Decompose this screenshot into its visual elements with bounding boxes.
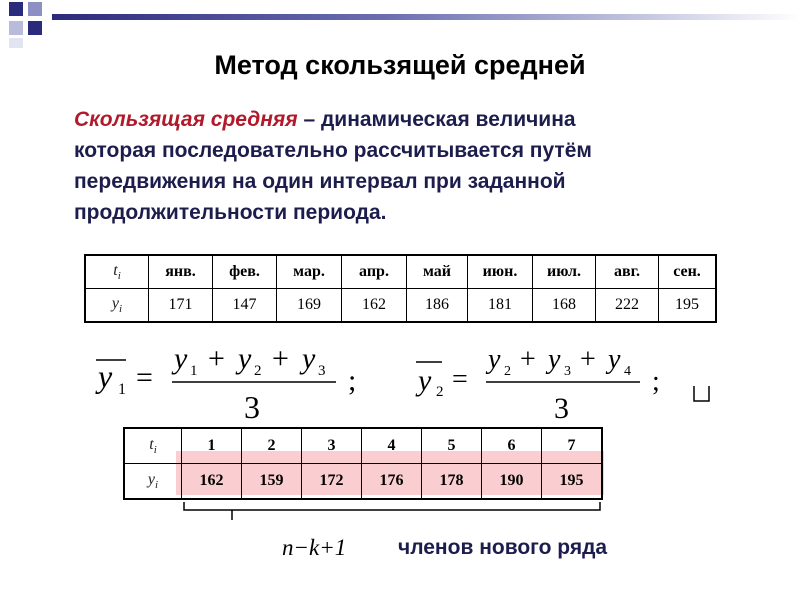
table-cell: 3 bbox=[302, 428, 362, 464]
svg-text:y: y bbox=[548, 344, 561, 375]
table-cell: 1 bbox=[182, 428, 242, 464]
table-row-values bbox=[124, 464, 602, 500]
svg-text:3: 3 bbox=[564, 364, 571, 379]
table-row-time bbox=[85, 255, 716, 289]
formula-moving-average-2 bbox=[412, 338, 692, 424]
table-cell: 159 bbox=[242, 464, 302, 500]
svg-text:2: 2 bbox=[504, 364, 511, 379]
table-cell: 2 bbox=[242, 428, 302, 464]
table-cell: 147 bbox=[213, 289, 277, 323]
f2-lhs-sub: 2 bbox=[436, 384, 444, 400]
table-cell: 162 bbox=[182, 464, 242, 500]
svg-text:=: = bbox=[136, 361, 153, 394]
row-label-y: $y_i$ bbox=[85, 289, 149, 323]
table-row-index bbox=[124, 428, 602, 464]
f1-separator: ; bbox=[348, 364, 357, 397]
table-cell: 222 bbox=[596, 289, 659, 323]
monthly-data-table bbox=[84, 254, 717, 323]
table-cell: 172 bbox=[302, 464, 362, 500]
formula-moving-average-1 bbox=[92, 338, 392, 424]
table-cell: янв. bbox=[149, 255, 213, 289]
table-cell: 4 bbox=[362, 428, 422, 464]
svg-text:y: y bbox=[608, 344, 621, 375]
definition-line3: передвижения на один интервал при заданной bbox=[74, 170, 566, 193]
table-cell: 186 bbox=[407, 289, 468, 323]
table-cell: авг. bbox=[596, 255, 659, 289]
definition-line4: продолжительности периода. bbox=[74, 201, 387, 224]
table-cell: сен. bbox=[659, 255, 717, 289]
svg-text:+: + bbox=[520, 344, 536, 375]
row-label-y: $y_i$ bbox=[124, 464, 182, 500]
svg-text:y: y bbox=[238, 342, 252, 375]
f2-denominator: 3 bbox=[554, 392, 569, 424]
svg-text:=: = bbox=[452, 364, 468, 395]
table-cell: 171 bbox=[149, 289, 213, 323]
table-cell: 169 bbox=[277, 289, 342, 323]
page-title: Метод скользящей средней bbox=[214, 50, 586, 80]
count-caption: членов нового ряда bbox=[398, 536, 608, 559]
empty-box-icon bbox=[692, 384, 712, 404]
table-cell: 195 bbox=[659, 289, 717, 323]
table-cell: мар. bbox=[277, 255, 342, 289]
table-cell: 5 bbox=[422, 428, 482, 464]
f2-separator: ; bbox=[652, 366, 660, 397]
header-gradient-band bbox=[52, 14, 800, 20]
svg-text:y: y bbox=[418, 364, 432, 397]
table-row-values bbox=[85, 289, 716, 323]
svg-text:+: + bbox=[208, 342, 225, 375]
definition-paragraph bbox=[74, 104, 764, 228]
table-cell: 168 bbox=[533, 289, 596, 323]
svg-text:3: 3 bbox=[318, 363, 326, 379]
table-cell: апр. bbox=[342, 255, 407, 289]
svg-text:+: + bbox=[580, 344, 596, 375]
brace-bracket bbox=[182, 500, 602, 524]
table-cell: 190 bbox=[482, 464, 542, 500]
row-label-t: $t_i$ bbox=[124, 428, 182, 464]
svg-text:4: 4 bbox=[624, 364, 631, 379]
decorative-squares bbox=[0, 0, 60, 52]
table-cell: июл. bbox=[533, 255, 596, 289]
table-cell: июн. bbox=[468, 255, 533, 289]
f1-lhs-sub: 1 bbox=[118, 381, 126, 398]
table-cell: 162 bbox=[342, 289, 407, 323]
count-expression: n−k+1 bbox=[282, 535, 347, 560]
table-cell: 176 bbox=[362, 464, 422, 500]
svg-text:1: 1 bbox=[190, 363, 198, 379]
f1-numerator bbox=[171, 342, 326, 379]
definition-line2: которая последовательно рассчитывается путём bbox=[74, 139, 592, 162]
svg-text:y: y bbox=[174, 342, 188, 375]
svg-text:+: + bbox=[272, 342, 289, 375]
table-cell: 7 bbox=[542, 428, 603, 464]
svg-text:y: y bbox=[98, 358, 113, 394]
f2-numerator bbox=[485, 344, 631, 379]
svg-text:y: y bbox=[302, 342, 316, 375]
svg-text:y: y bbox=[488, 344, 501, 375]
table-cell: 181 bbox=[468, 289, 533, 323]
table-cell: 6 bbox=[482, 428, 542, 464]
row-label-t: $t_i$ bbox=[85, 255, 149, 289]
table-cell: фев. bbox=[213, 255, 277, 289]
table-cell: 195 bbox=[542, 464, 603, 500]
table-cell: 178 bbox=[422, 464, 482, 500]
f1-denominator: 3 bbox=[244, 389, 260, 424]
definition-line1: – динамическая величина bbox=[297, 108, 576, 131]
moving-average-table bbox=[123, 427, 603, 500]
definition-term: Скользящая средняя bbox=[74, 108, 298, 131]
svg-text:2: 2 bbox=[254, 363, 262, 379]
table-cell: май bbox=[407, 255, 468, 289]
